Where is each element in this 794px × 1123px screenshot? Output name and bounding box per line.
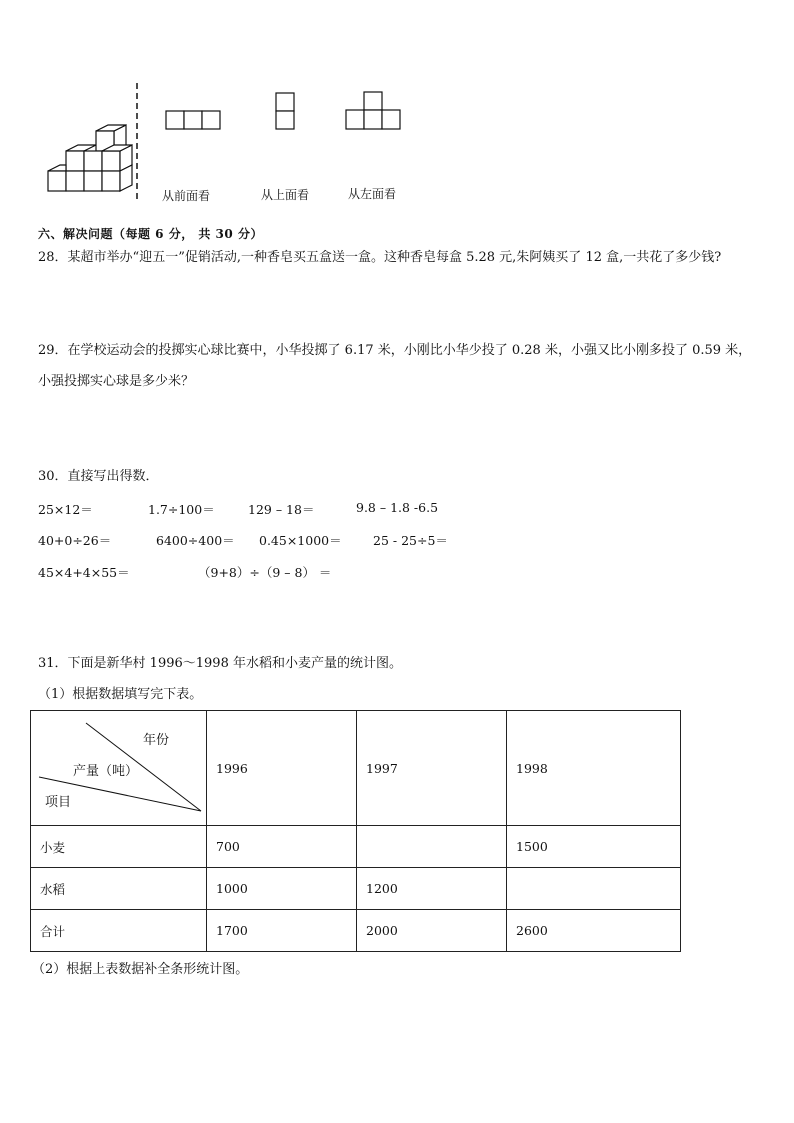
top-view-label: 从上面看 [261,188,310,202]
value-cell: 1200 [357,868,507,910]
corner-item-label: 项目 [45,795,72,810]
calc-item: 6400÷400＝ [156,533,235,548]
question-28: 28．某超市举办“迎五一”促销活动,一种香皂买五盒送一盒。这种香皂每盒 5.28 元,朱阿姨买了 12 盒,一共花了多少钱? [38,250,722,265]
calc-item: 0.45×1000＝ [259,533,342,548]
year-header-cell: 1998 [507,711,681,826]
corner-unit-label: 产量（吨） [73,764,139,779]
front-view-label: 从前面看 [162,189,211,203]
year-header-cell: 1996 [207,711,357,826]
value-cell: 2600 [507,910,681,952]
row-label-cell: 合计 [31,910,207,952]
calc-item: 9.8 – 1.8 -6.5 [356,500,439,515]
table-row [31,910,681,952]
question-29-line2: 小强投掷实心球是多少米？ [38,374,195,389]
calc-item: 25×12＝ [38,502,93,517]
top-view-grid [275,92,295,130]
calc-item: （9+8）÷（9 – 8） ＝ [198,565,332,580]
production-table [30,710,681,952]
value-cell-blank[interactable] [507,868,681,910]
question-31-part1: （1）根据数据填写完下表。 [38,687,203,702]
value-cell: 700 [207,826,357,868]
dashed-divider [135,83,139,203]
value-cell: 1500 [507,826,681,868]
question-31-title: 31．下面是新华村 1996～1998 年水稻和小麦产量的统计图。 [38,656,402,671]
table-header-row [31,711,681,826]
table-row [31,826,681,868]
value-cell: 1000 [207,868,357,910]
left-view-grid [345,91,403,131]
calc-item: 45×4+4×55＝ [38,565,130,580]
row-label-cell: 水稻 [31,868,207,910]
year-header-cell: 1997 [357,711,507,826]
question-30-title: 30．直接写出得数． [38,469,159,484]
front-view-grid [165,110,221,130]
value-cell-blank[interactable] [357,826,507,868]
calc-item: 40+0÷26＝ [38,533,112,548]
calc-item: 25 - 25÷5＝ [373,533,448,548]
table-row [31,868,681,910]
calc-item: 129 – 18＝ [248,502,315,517]
value-cell: 1700 [207,910,357,952]
diagonal-header-cell [31,711,207,826]
value-cell: 2000 [357,910,507,952]
row-label-cell: 小麦 [31,826,207,868]
left-view-label: 从左面看 [348,187,397,201]
cube-stack-figure [44,125,134,195]
corner-year-label: 年份 [143,733,170,748]
calc-item: 1.7÷100＝ [148,502,215,517]
question-29-line1: 29．在学校运动会的投掷实心球比赛中，小华投掷了 6.17 米，小刚比小华少投了 0.28 米，小强又比小刚多投了 0.59 米， [38,343,752,358]
section-title: 六、解决问题（每题 6 分， 共 30 分） [38,227,263,241]
question-31-part2: （2）根据上表数据补全条形统计图。 [32,962,249,977]
